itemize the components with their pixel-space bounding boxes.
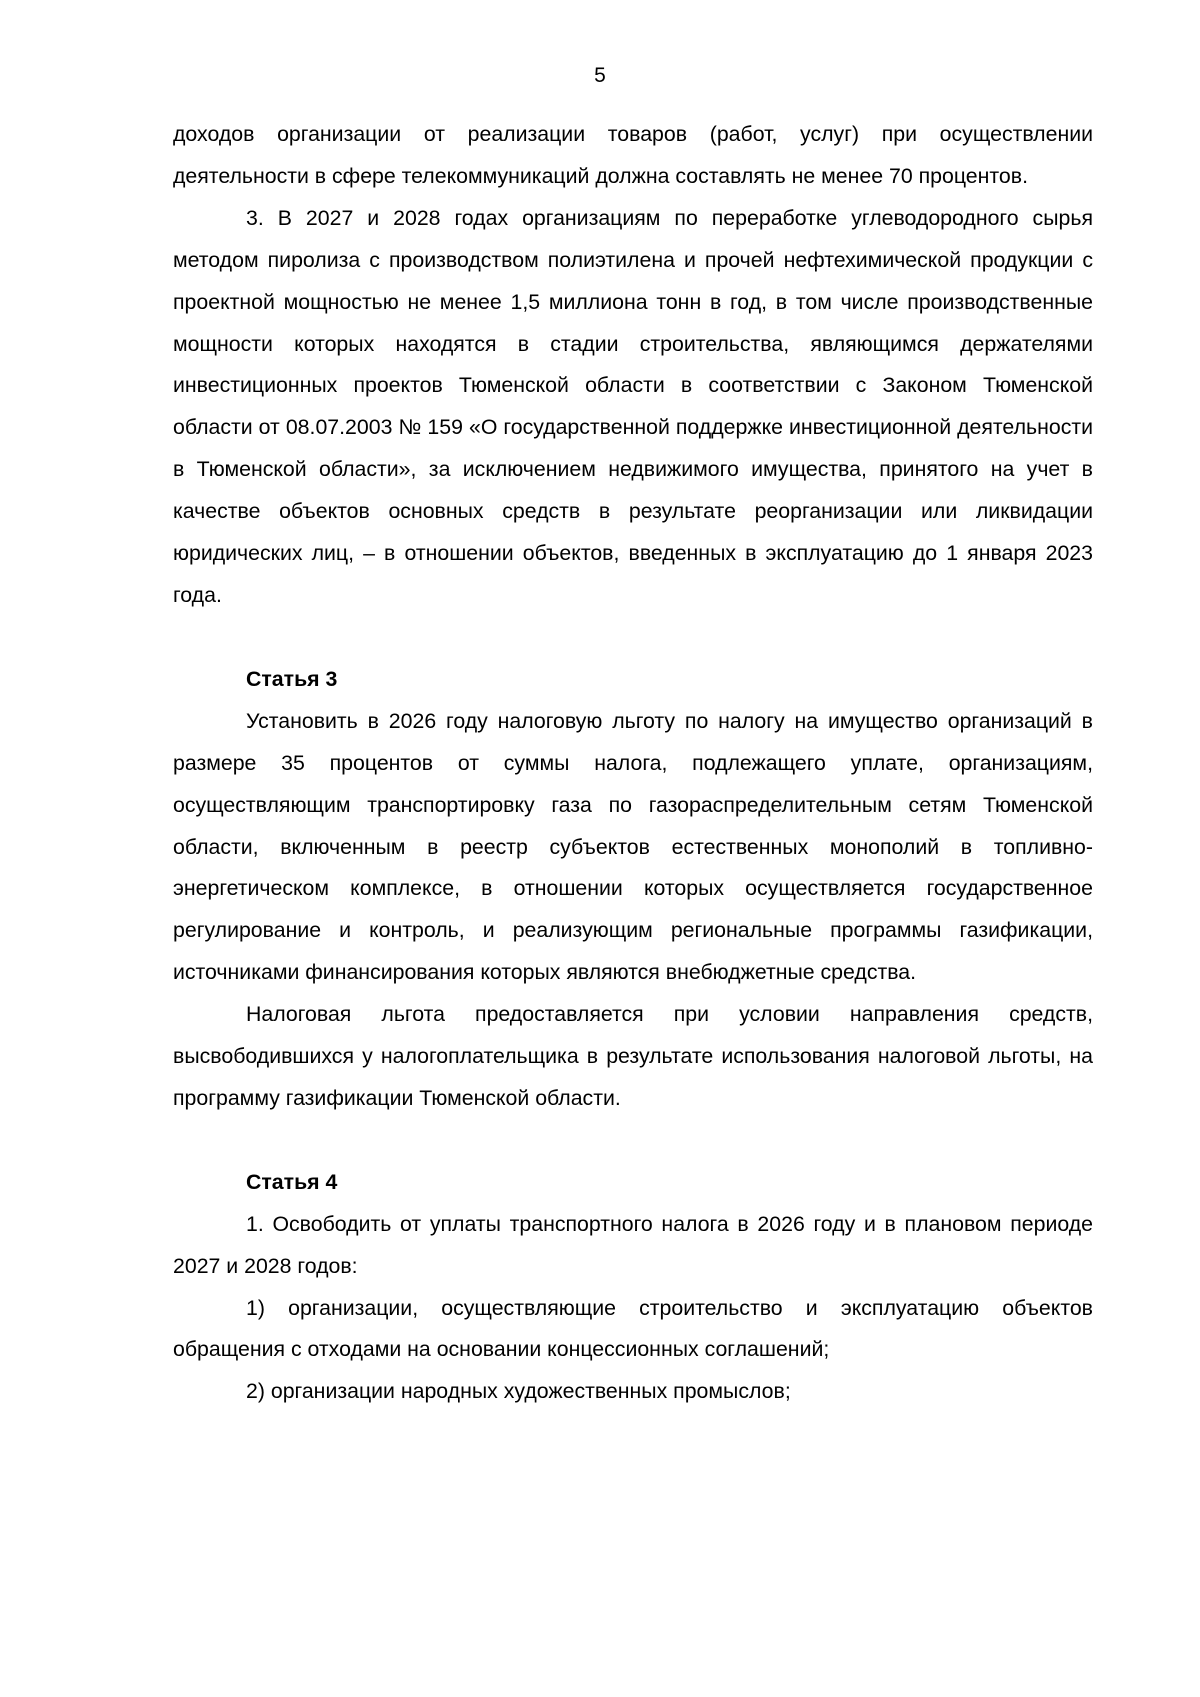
article-3-heading: Статья 3 (246, 666, 338, 691)
section-spacer (173, 617, 1093, 659)
paragraph-continuation: доходов организации от реализации товаров (работ, услуг) при осуществлении деятельности в сфере телекоммуникаций должна составлять не менее 70 процентов. (173, 122, 1093, 188)
section-spacer (173, 1120, 1093, 1162)
article-4-subitem-1: 1) организации, осуществляющие строительство и эксплуатацию объектов обращения с отходами на основании концессионных соглашений; (173, 1295, 1093, 1362)
article-4-heading: Статья 4 (246, 1169, 338, 1194)
document-body (173, 114, 1093, 1413)
paragraph-item-3: 3. В 2027 и 2028 годах организациям по переработке углеводородного сырья методом пиролиза с производством полиэтилена и прочей нефтехимической продукции с проектной мощностью не менее 1,5 миллиона тонн в год, в том числе производственные мощности которых находятся в стадии строительства, являющимся держателями инвестиционных проектов Тюменской области в соответствии с Законом Тюменской области от 08.07.2003 № 159 «О государственной поддержке инвестиционной деятельности в Тюменской области», за исключением недвижимого имущества, принятого на учет в качестве объектов основных средств в результате реорганизации или ликвидации юридических лиц, – в отношении объектов, введенных в эксплуатацию до 1 января 2023 года. (173, 205, 1093, 607)
article-3-paragraph-2: Налоговая льгота предоставляется при условии направления средств, высвободившихся у налогоплательщика в результате использования налоговой льготы, на программу газификации Тюменской области. (173, 1002, 1093, 1110)
article-4-paragraph-1: 1. Освободить от уплаты транспортного налога в 2026 году и в плановом периоде 2027 и 2028 годов: (173, 1211, 1093, 1278)
article-4-subitem-2: 2) организации народных художественных промыслов; (246, 1379, 791, 1404)
article-3-paragraph-1: Установить в 2026 году налоговую льготу по налогу на имущество организаций в размере 35 процентов от суммы налога, подлежащего уплате, организациям, осуществляющим транспортировку газа по газораспределительным сетям Тюменской области, включенным в реестр субъектов естественных монополий в топливно-энергетическом комплексе, в отношении которых осуществляется государственное регулирование и контроль, и реализующим региональные программы газификации, источниками финансирования которых являются внебюджетные средства. (173, 708, 1093, 985)
page-number: 5 (594, 64, 606, 87)
